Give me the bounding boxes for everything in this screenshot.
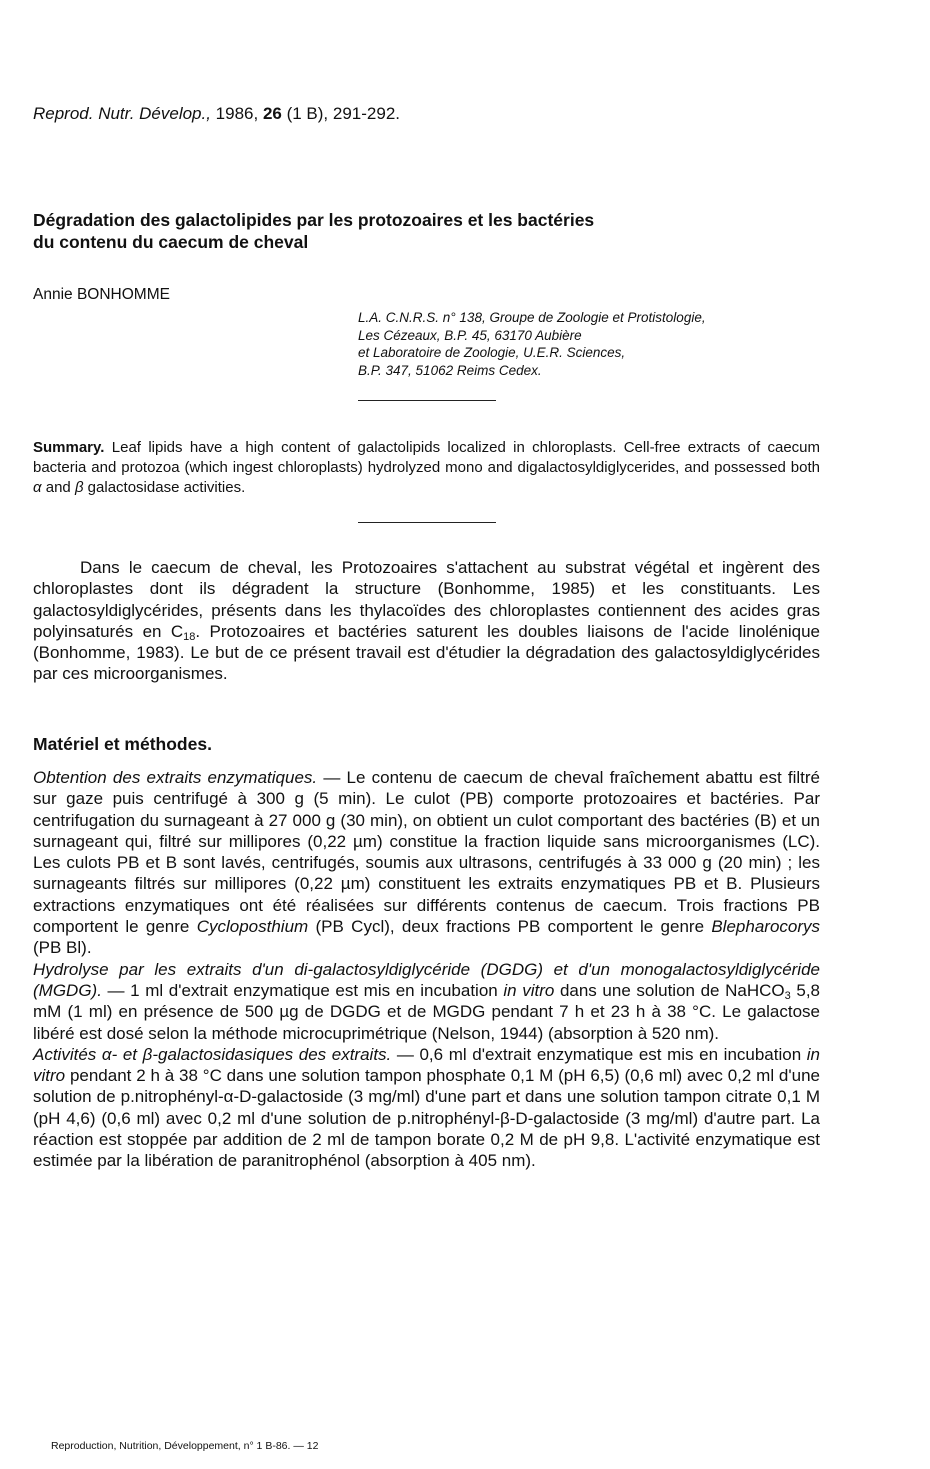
title-line-1: Dégradation des galactolipides par les protozoaires et les bactéries [33,210,595,230]
paragraph-text: — Le contenu de caecum de cheval fraîchement abattu est filtré sur gaze puis centrifugé à 300 g (5 min). Le culot (PB) comporte protozoaires et bactéries. Par centrifugation du surnageant à 27 000 g (30 min), on obtient un culot comportant des bactéries (B) et un surnageant qui, filtré sur millipores (0,22 µm) constitue la fraction liquide sans microorganismes (LC). Les culots PB et B sont lavés, centrifugés, soumis aux ultrasons, centrifugés à 33 000 g (20 min) ; les surnageants filtrés sur millipores (0,22 µm) constituent les extraits enzymatiques PB et B. Plusieurs extractions enzymatiques ont été réalisées sur différents contenus de caecum. Trois fractions PB comportent le genre [33,768,820,937]
paragraph-title: Activités α- et β-galactosidasiques des extraits. [33,1044,392,1064]
affiliation-line: Les Cézeaux, B.P. 45, 63170 Aubière [358,327,582,343]
paragraph-text: — 1 ml d'extrait enzymatique est mis en incubation [101,980,504,1000]
paragraph-text: 5,8 mM (1 ml) en présence de 500 µg de DGDG et de MGDG pendant 7 h et 23 h à 38 °C. Le galactose libéré est dosé selon la méthode microcuprimétrique (Nelson, 1944) (absorption à 520 nm). [33,980,820,1043]
journal-citation [33,104,400,124]
affiliation [358,309,878,379]
affiliation-line: et Laboratoire de Zoologie, U.E.R. Sciences, [358,345,626,360]
paragraph-title: Hydrolyse par les extraits d'un di-galactosyldiglycéride (DGDG) et d'un monogalactosyldiglycéride (MGDG). [33,959,820,1000]
introduction [33,557,820,685]
article-title [33,209,813,253]
methods-body [33,767,820,1172]
divider-rule [358,400,496,401]
paragraph-text: (PB Cycl), deux fractions PB comportent le genre [308,917,712,937]
page-footer: Reproduction, Nutrition, Développement, n° 1 B-86. — 12 [51,1440,319,1452]
subscript: 3 [784,989,791,1002]
paragraph-text: — 0,6 ml d'extrait enzymatique est mis en incubation [391,1044,807,1064]
section-heading-methods: Matériel et méthodes. [33,734,212,754]
beta-symbol: β [74,479,84,496]
summary [33,438,820,498]
divider-rule [358,522,496,523]
alpha-symbol: α [33,479,42,496]
genus-name: Cycloposthium [196,917,309,937]
intro-text: Dans le caecum de cheval, les Protozoaires s'attachent au substrat végétal et ingèrent des chloroplastes dont ils dégradent la structure (Bonhomme, 1985) et les constituants. Les galactosyldiglycérides, présents dans les thylacoïdes des chloroplastes contiennent des acides gras polyinsaturés en C [33,558,820,641]
title-line-2: du contenu du caecum de cheval [33,232,309,252]
paragraph-title: Obtention des extraits enzymatiques. [33,768,318,787]
journal-name: Reprod. Nutr. Dévelop., [33,104,211,123]
subscript: 18 [183,630,196,643]
affiliation-line: B.P. 347, 51062 Reims Cedex. [358,362,542,378]
paragraph-text: (PB Bl). [33,938,92,958]
summary-label: Summary. [33,439,105,456]
affiliation-line: L.A. C.N.R.S. n° 138, Groupe de Zoologie et Protistologie, [358,310,706,325]
genus-name: Blepharocorys [711,917,821,937]
latin-term: in vitro [33,1044,820,1086]
author: Annie BONHOMME [33,286,170,303]
latin-term: in vitro [503,980,555,1000]
paragraph-text: pendant 2 h à 38 °C dans une solution tampon phosphate 0,1 M (pH 6,5) (0,6 ml) avec 0,2 ml d'une solution de p.nitrophényl-α-D-galactoside (3 mg/ml) d'une part et dans une solution tampon citrate 0,1 M (pH 4,6) (0,6 ml) avec 0,2 ml d'une solution de p.nitrophényl-β-D-galactoside (3 mg/ml) d'autre part. La réaction est stoppée par addition de 2 ml de tampon borate 0,2 M de pH 9,8. L'activité enzymatique est estimée par la libération de paranitrophénol (absorption à 405 nm). [33,1066,820,1171]
methods-paragraph-extraction [33,767,820,959]
journal-issue-pages: (1 B), 291-292. [281,104,400,123]
intro-text: . Protozoaires et bactéries saturent les doubles liaisons de l'acide linolénique (Bonhomme, 1983). Le but de ce présent travail est d'étudier la dégradation des galactosyldiglycérides par ces microorganismes. [33,621,820,684]
journal-year: 1986, [210,104,263,123]
journal-volume: 26 [262,104,282,123]
methods-paragraph-galactosidase [33,1044,820,1172]
summary-text: Leaf lipids have a high content of galactolipids localized in chloroplasts. Cell-free extracts of caecum bacteria and protozoa (which ingest chloroplasts) hydrolyzed mono and digalactosyldiglycerides, and possessed both [33,439,820,476]
intro-paragraph [33,557,820,685]
summary-text: and [41,479,75,496]
methods-paragraph-hydrolysis [33,959,820,1044]
paragraph-text: dans une solution de NaHCO [554,980,785,1000]
summary-text: galactosidase activities. [83,479,246,496]
